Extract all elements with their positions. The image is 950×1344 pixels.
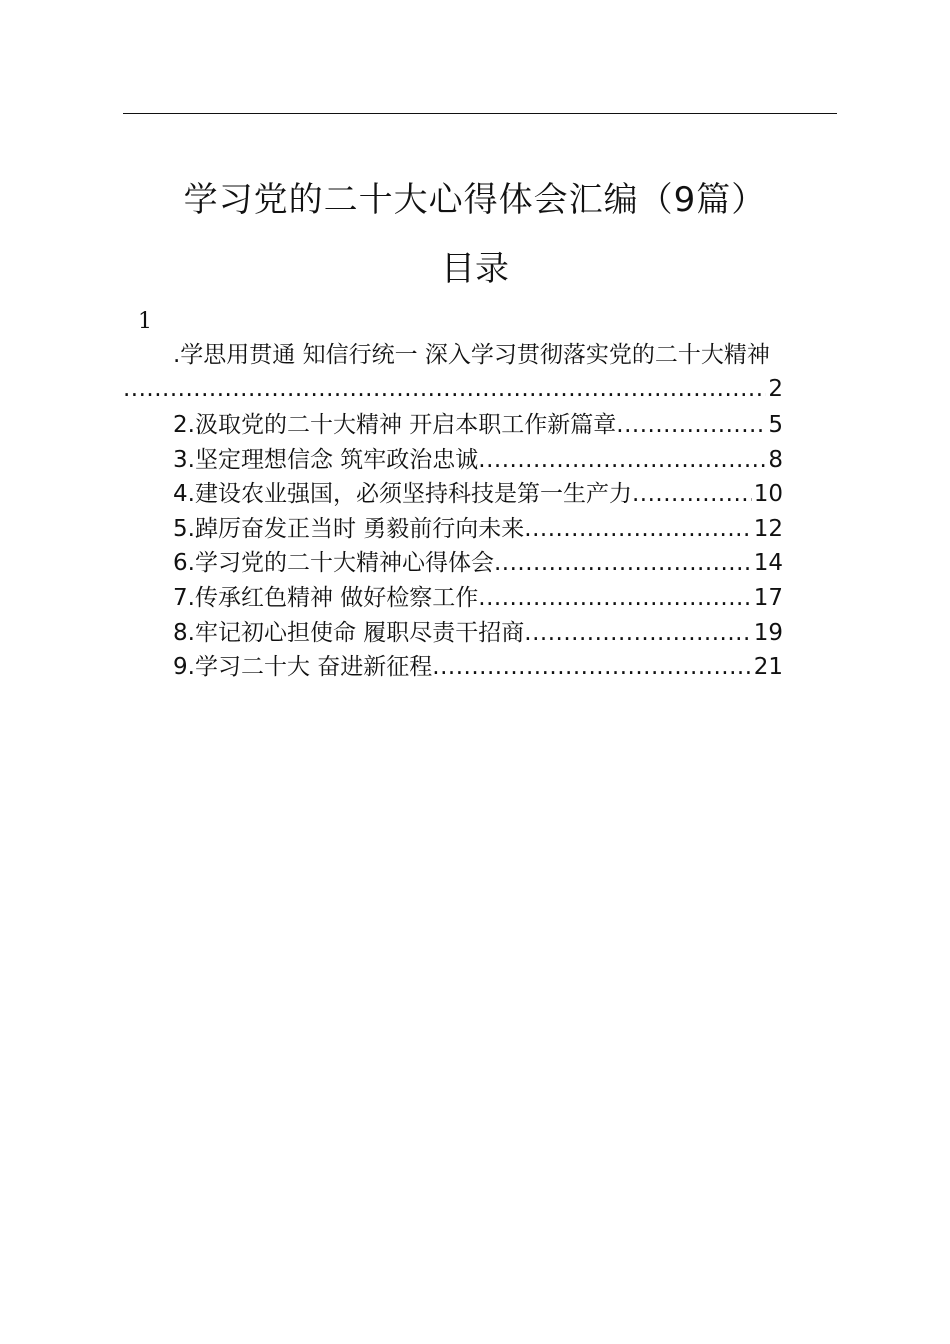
toc-entry-page: 12	[753, 515, 783, 542]
toc-entry-page: 17	[753, 584, 783, 611]
dot-leader	[478, 443, 766, 478]
toc-entry-label: 8.牢记初心担使命 履职尽责干招商	[173, 619, 525, 646]
document-title: 学习党的二十大心得体会汇编（9篇）	[183, 180, 767, 220]
dot-leader	[478, 581, 751, 616]
toc-entry[interactable]	[173, 512, 783, 547]
toc-entry[interactable]	[173, 443, 783, 478]
toc-entry[interactable]	[173, 477, 783, 512]
toc-entry[interactable]	[173, 581, 783, 616]
toc-entry-label: 5.踔厉奋发正当时 勇毅前行向未来	[173, 515, 525, 542]
toc-entry-1-leader-row[interactable]	[123, 372, 783, 406]
toc-entry-label: 6.学习党的二十大精神心得体会	[173, 550, 494, 577]
toc-heading: 目录	[441, 249, 509, 289]
header-rule	[123, 113, 837, 114]
toc-entry-page: 8	[768, 446, 783, 473]
toc-entry-page: 19	[753, 619, 783, 646]
dot-leader	[494, 546, 752, 581]
toc-entry[interactable]	[173, 408, 783, 443]
toc-entry-page: 21	[753, 654, 783, 681]
toc-entry-1-number: 1	[138, 309, 152, 334]
toc-entry[interactable]	[173, 616, 783, 651]
toc-entry-label: 2.汲取党的二十大精神 开启本职工作新篇章	[173, 412, 617, 438]
dot-leader	[616, 408, 766, 443]
dot-leader	[524, 616, 751, 651]
toc-entry-1-page: 2	[768, 376, 783, 402]
toc-entry[interactable]	[173, 650, 783, 685]
toc-entry-page: 5	[768, 412, 783, 438]
dot-leader	[632, 477, 752, 512]
toc-entry-label: 4.建设农业强国，必须坚持科技是第一生产力	[173, 481, 632, 508]
toc-entry-page: 14	[753, 550, 783, 577]
toc-entry-1-title[interactable]: .学思用贯通 知信行统一 深入学习贯彻落实党的二十大精神	[173, 342, 770, 368]
dot-leader	[524, 512, 751, 547]
toc-entry[interactable]	[173, 546, 783, 581]
toc-entry-label: 3.坚定理想信念 筑牢政治忠诚	[173, 446, 479, 473]
toc-entry-label: 9.学习二十大 奋进新征程	[173, 654, 433, 681]
toc-entry-page: 10	[753, 481, 783, 508]
toc-list	[173, 408, 783, 685]
dot-leader	[123, 372, 766, 406]
dot-leader	[432, 650, 751, 685]
toc-entry-label: 7.传承红色精神 做好检察工作	[173, 584, 479, 611]
